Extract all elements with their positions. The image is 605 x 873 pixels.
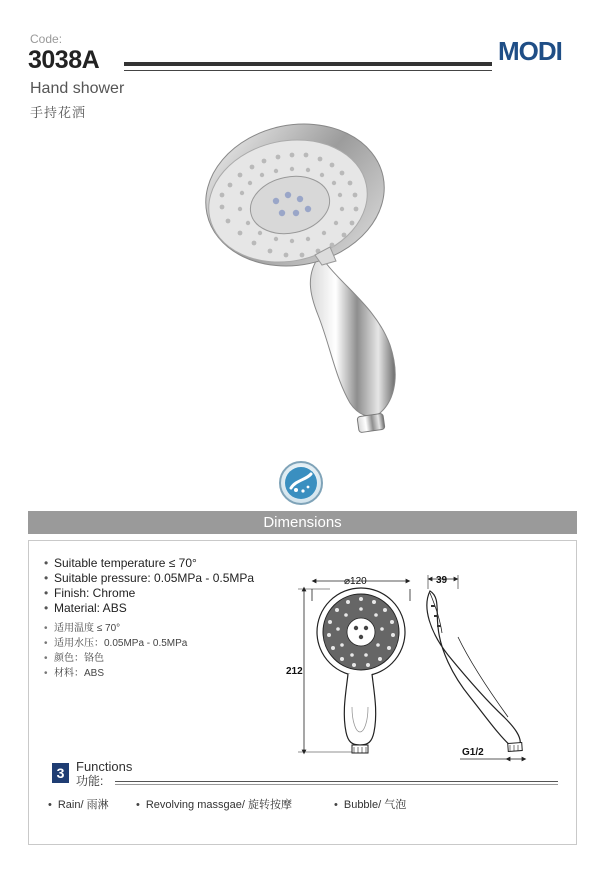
bullet-dot-icon: • xyxy=(48,799,52,811)
specs-list-cn xyxy=(44,621,187,681)
technical-drawing xyxy=(286,567,540,767)
spec-item-cn: • 材料：ABS xyxy=(44,668,105,679)
bullet-dot-icon: • xyxy=(334,799,338,811)
bullet-dot-icon: • xyxy=(44,586,49,600)
spec-item-cn: • 颜色：铬色 xyxy=(44,653,104,664)
header-rule-thin xyxy=(124,70,492,71)
spec-item: • Suitable temperature ≤ 70° xyxy=(44,556,197,570)
anti-limescale-badge-icon xyxy=(278,460,324,506)
functions-rule xyxy=(115,781,558,782)
bullet-dot-icon: • xyxy=(44,571,49,585)
spec-item: • Suitable pressure: 0.05MPa - 0.5MPa xyxy=(44,571,255,585)
header-rule-thick xyxy=(124,62,492,66)
spec-item: • Material: ABS xyxy=(44,601,127,615)
functions-rule-thin xyxy=(115,784,558,785)
dimensions-section-bar xyxy=(28,511,577,534)
specs-list-en xyxy=(44,556,254,616)
bullet-dot-icon: • xyxy=(44,668,48,679)
spec-item: • Finish: Chrome xyxy=(44,586,136,600)
bullet-dot-icon: • xyxy=(44,638,48,649)
hand-shower-photo xyxy=(200,115,420,445)
depth-dimension-label: 39 xyxy=(436,575,448,586)
function-item-rain: • Rain/ 雨淋 xyxy=(48,799,109,811)
height-dimension-label: 212 xyxy=(286,666,303,677)
bullet-dot-icon: • xyxy=(136,799,140,811)
function-item-bubble: • Bubble/ 气泡 xyxy=(334,799,407,811)
bullet-dot-icon: • xyxy=(44,653,48,664)
functions-count-badge: 3 xyxy=(52,763,69,783)
code-label: Code: xyxy=(30,32,63,46)
bullet-dot-icon: • xyxy=(44,601,49,615)
diameter-dimension-label: ⌀120 xyxy=(344,576,367,587)
bullet-dot-icon: • xyxy=(44,623,48,634)
brand-logo: MODI xyxy=(498,36,562,66)
functions-title-en: Functions xyxy=(76,759,133,774)
product-name-cn: 手持花洒 xyxy=(30,105,87,120)
bullet-dot-icon: • xyxy=(44,556,49,570)
dimensions-title: Dimensions xyxy=(263,514,342,531)
spec-item-cn: • 适用温度 ≤ 70° xyxy=(44,623,121,634)
functions-title-cn: 功能: xyxy=(76,774,104,788)
product-name-en: Hand shower xyxy=(30,80,125,97)
spec-item-cn: • 适用水压：0.05MPa - 0.5MPa xyxy=(44,638,188,649)
function-item-massage: • Revolving massgae/ 旋转按摩 xyxy=(136,799,292,811)
thread-dimension-label: G1/2 xyxy=(462,747,484,758)
product-code: 3038A xyxy=(28,46,100,74)
